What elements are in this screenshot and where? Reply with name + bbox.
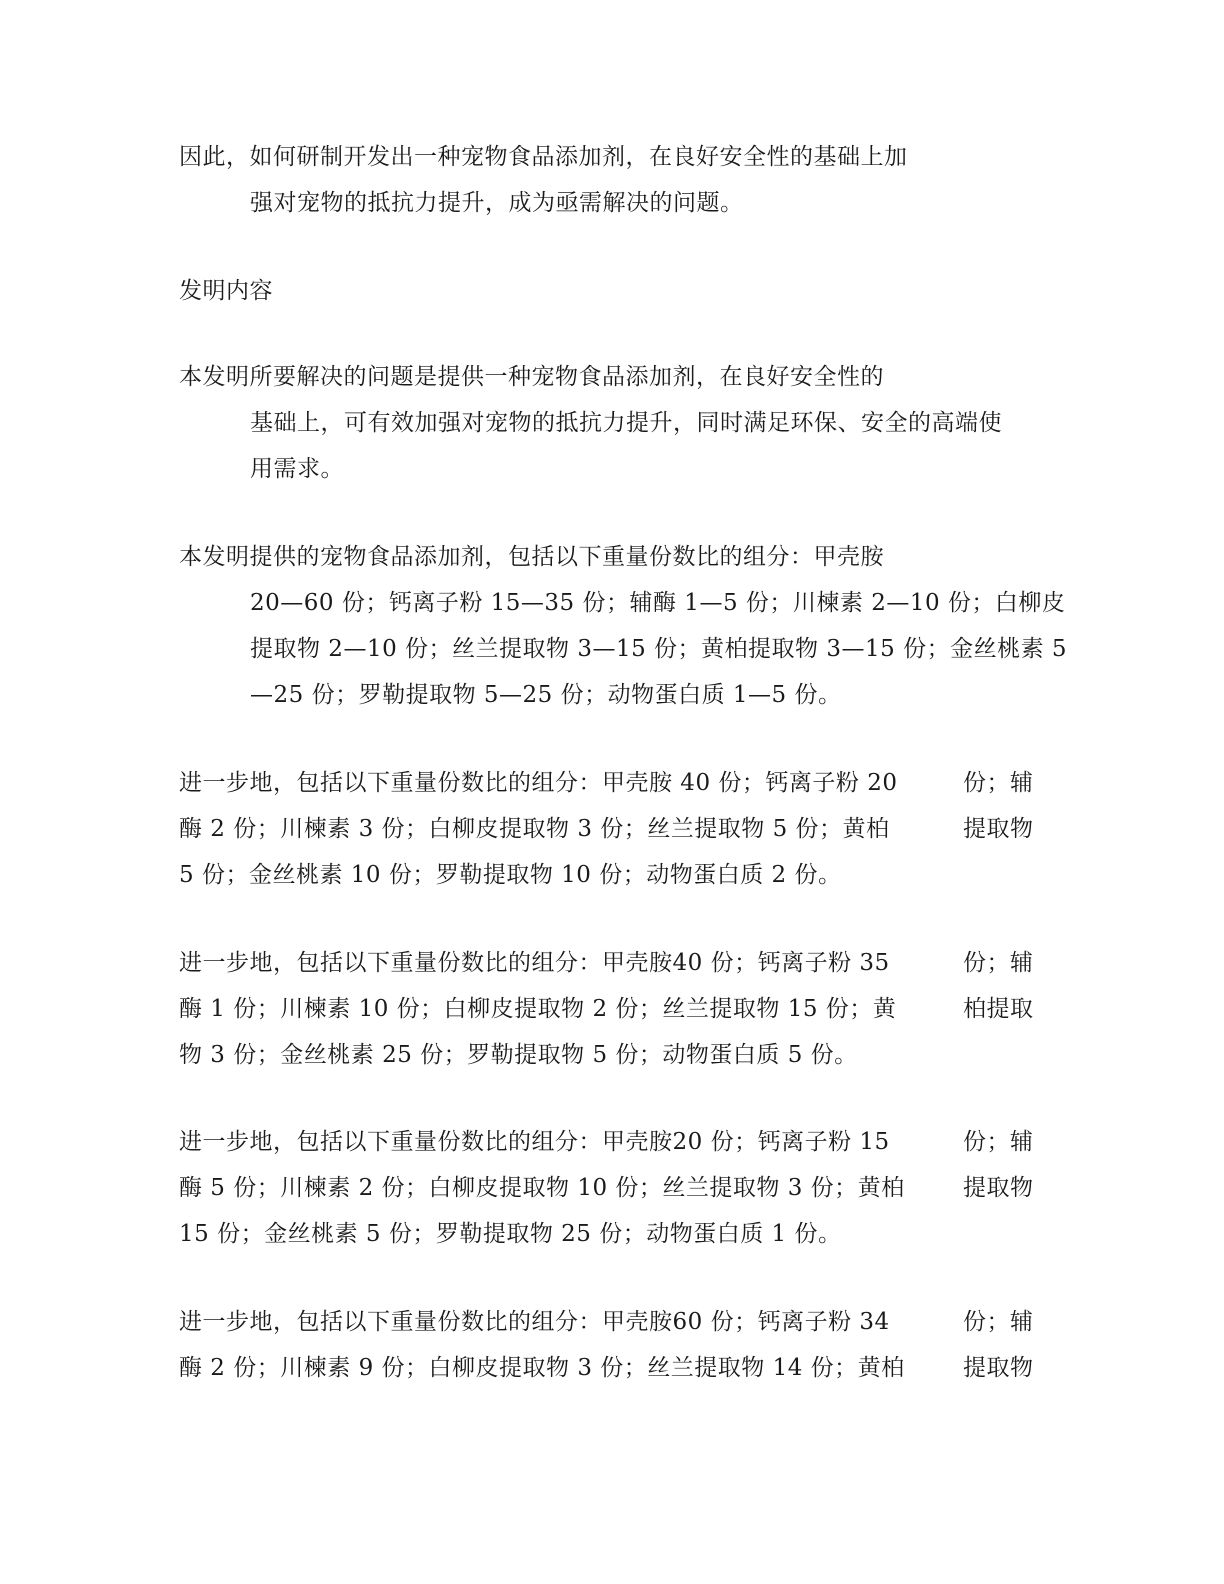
section-heading: 发明内容 bbox=[179, 278, 273, 304]
paragraph-4-line-3: 5 份；金丝桃素 10 份；罗勒提取物 10 份；动物蛋白质 2 份。 bbox=[179, 862, 842, 888]
paragraph-4-line-2-right: 提取物 bbox=[963, 816, 1034, 842]
paragraph-4-line-2: 酶 2 份；川楝素 3 份；白柳皮提取物 3 份；丝兰提取物 5 份；黄柏 bbox=[179, 816, 890, 842]
paragraph-3-line-2: 20—60 份；钙离子粉 15—35 份；辅酶 1—5 份；川楝素 2—10 份；白柳皮 bbox=[250, 590, 1066, 616]
paragraph-5-line-2: 酶 1 份；川楝素 10 份；白柳皮提取物 2 份；丝兰提取物 15 份；黄 bbox=[179, 996, 897, 1022]
paragraph-1-line-1: 因此，如何研制开发出一种宠物食品添加剂，在良好安全性的基础上加 bbox=[179, 144, 908, 170]
paragraph-7-line-2-right: 提取物 bbox=[963, 1355, 1034, 1381]
paragraph-6-line-2: 酶 5 份；川楝素 2 份；白柳皮提取物 10 份；丝兰提取物 3 份；黄柏 bbox=[179, 1175, 905, 1201]
paragraph-7-line-1-right: 份；辅 bbox=[963, 1309, 1034, 1335]
paragraph-3-line-4: —25 份；罗勒提取物 5—25 份；动物蛋白质 1—5 份。 bbox=[250, 682, 842, 708]
paragraph-5-line-1-right: 份；辅 bbox=[963, 950, 1034, 976]
paragraph-5-line-1: 进一步地，包括以下重量份数比的组分：甲壳胺40 份；钙离子粉 35 bbox=[179, 950, 890, 976]
paragraph-4-line-1-right: 份；辅 bbox=[963, 770, 1034, 796]
paragraph-3-line-3: 提取物 2—10 份；丝兰提取物 3—15 份；黄柏提取物 3—15 份；金丝桃素 5 bbox=[250, 636, 1068, 662]
paragraph-2-line-3: 用需求。 bbox=[250, 456, 344, 482]
paragraph-7-line-1: 进一步地，包括以下重量份数比的组分：甲壳胺60 份；钙离子粉 34 bbox=[179, 1309, 890, 1335]
paragraph-5-line-2-right: 柏提取 bbox=[963, 996, 1034, 1022]
paragraph-6-line-3: 15 份；金丝桃素 5 份；罗勒提取物 25 份；动物蛋白质 1 份。 bbox=[179, 1221, 842, 1247]
paragraph-5-line-3: 物 3 份；金丝桃素 25 份；罗勒提取物 5 份；动物蛋白质 5 份。 bbox=[179, 1042, 858, 1068]
paragraph-6-line-2-right: 提取物 bbox=[963, 1175, 1034, 1201]
paragraph-2-line-2: 基础上，可有效加强对宠物的抵抗力提升，同时满足环保、安全的高端使 bbox=[250, 410, 1002, 436]
paragraph-4-line-1: 进一步地，包括以下重量份数比的组分：甲壳胺 40 份；钙离子粉 20 bbox=[179, 770, 898, 796]
paragraph-6-line-1: 进一步地，包括以下重量份数比的组分：甲壳胺20 份；钙离子粉 15 bbox=[179, 1129, 890, 1155]
paragraph-1-line-2: 强对宠物的抵抗力提升，成为亟需解决的问题。 bbox=[250, 190, 744, 216]
paragraph-3-line-1: 本发明提供的宠物食品添加剂，包括以下重量份数比的组分：甲壳胺 bbox=[179, 544, 884, 570]
paragraph-6-line-1-right: 份；辅 bbox=[963, 1129, 1034, 1155]
paragraph-7-line-2: 酶 2 份；川楝素 9 份；白柳皮提取物 3 份；丝兰提取物 14 份；黄柏 bbox=[179, 1355, 905, 1381]
paragraph-2-line-1: 本发明所要解决的问题是提供一种宠物食品添加剂，在良好安全性的 bbox=[179, 364, 884, 390]
